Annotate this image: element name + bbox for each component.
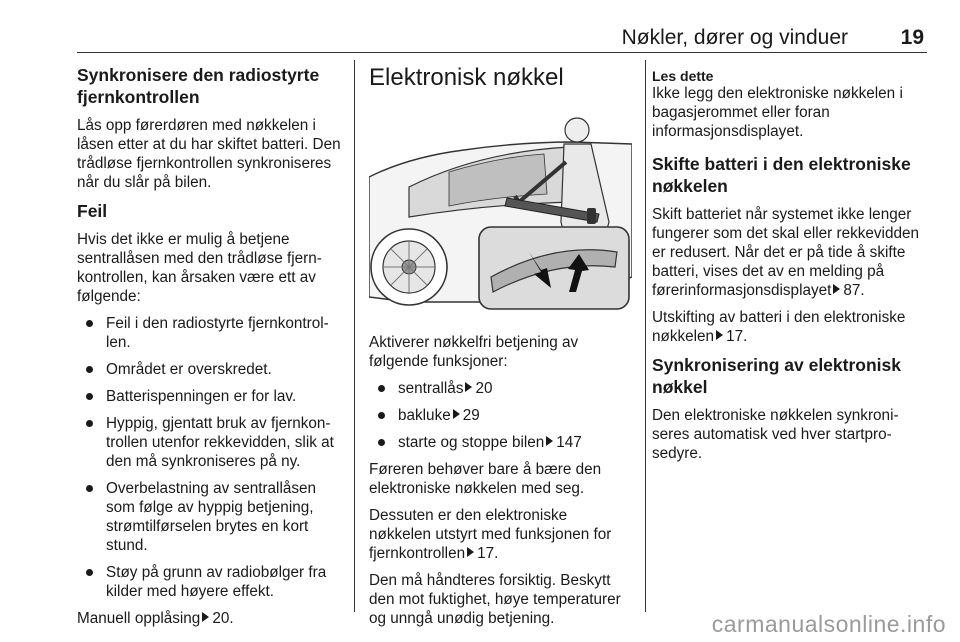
section-heading-sync-remote: Synkronisere den radiostyrte fjernkontrollen [77,65,320,107]
page-reference-link[interactable]: 29 [462,407,480,424]
page-reference-link[interactable]: 147 [556,434,582,451]
paragraph: Aktiverer nøkkelfri betjening av følgende funksjoner: [369,334,579,370]
page-number: 19 [900,26,924,49]
list-item: bakluke 29 [369,406,632,425]
page-section-title: Elektronisk nøkkel [369,64,564,91]
paragraph-reference: Skift batteriet når systemet ikke lenger fungerer som det skal eller rekkevidden er redusert. Når det er på tide å skifte batteri, vises det av en melding på førerinformasjonsdisplayet 87. [652,206,919,299]
paragraph: Hvis det ikke er mulig å betjene sentrallåsen med den trådløse fjernkontrollen, kan årsaken være ett av følgende: [77,231,322,305]
paragraph: Føreren behøver bare å bære den elektroniske nøkkelen med seg. [369,461,602,497]
page-reference-link[interactable]: 20 [475,380,493,397]
page-ref-arrow-icon [467,547,474,557]
car-door-handle-illustration [369,102,632,314]
list-item: starte og stoppe bilen 147 [369,433,632,452]
bullet-icon [86,569,93,576]
note-body: Ikke legg den elektroniske nøkkelen i bagasjerommet eller foran informasjonsdisplayet. [652,85,903,140]
bullet-icon [378,385,385,392]
page-reference-link[interactable]: 87. [843,282,865,299]
list-item: Støy på grunn av radiobølger fra kilder med høyere effekt. [77,563,343,601]
list-item: Feil i den radiostyrte fjernkontrollen. [77,314,343,352]
bullet-icon [86,420,93,427]
paragraph: Den elektroniske nøkkelen synkroniseres automatisk ved hver startprosedyre. [652,407,899,462]
section-heading-battery: Skifte batteri i den elektroniske nøkkelen [652,154,911,196]
paragraph-reference: Utskifting av batteri i den elektroniske nøkkelen 17. [652,309,906,345]
header-rule [77,52,927,53]
column-3 [652,68,928,471]
note-title: Les dette [652,68,714,84]
page-reference-link[interactable]: 17. [477,545,499,562]
bullet-icon [86,485,93,492]
list-item: Hyppig, gjentatt bruk av fjernkontrollen utenfor rekkevidden, slik at den må synkroniseres på ny. [77,414,343,471]
page-ref-arrow-icon [202,612,209,622]
column-divider-2 [645,60,646,612]
page-ref-arrow-icon [716,330,723,340]
paragraph: Den må håndteres forsiktig. Beskytt den mot fuktighet, høye temperaturer og unngå unødig betjening. [369,572,621,627]
bullet-icon [378,412,385,419]
page-reference-link[interactable]: 17. [726,328,748,345]
page-reference-link[interactable]: 20. [212,610,234,627]
list-item: Området er overskredet. [77,360,343,379]
fault-list [77,314,343,601]
page-header [0,0,960,54]
chapter-title: Nøkler, dører og vinduer [621,26,848,49]
paragraph: Lås opp førerdøren med nøkkelen i låsen etter at du har skiftet batteri. Den trådløse fjernkontrollen synkroniseres når du slår på bilen. [77,117,341,191]
section-heading-sync-key: Synkronisering av elektronisk nøkkel [652,355,901,397]
column-2 [369,64,632,636]
bullet-icon [86,320,93,327]
page-ref-arrow-icon [453,409,460,419]
page-ref-arrow-icon [833,284,840,294]
section-heading-fault: Feil [77,201,108,221]
list-item: sentrallås 20 [369,379,632,398]
watermark: carmanualsonline.info [711,611,946,637]
page-ref-arrow-icon [546,436,553,446]
paragraph-reference: Manuell opplåsing 20. [77,610,234,627]
bullet-icon [378,439,385,446]
paragraph-reference: Dessuten er den elektroniske nøkkelen utstyrt med funksjonen for fjernkontrollen 17. [369,507,612,562]
bullet-icon [86,366,93,373]
column-1 [77,64,343,636]
list-item: Overbelastning av sentrallåsen som følge av hyppig betjening, strømtilførselen brytes en kort stund. [77,479,343,555]
column-divider-1 [354,60,355,612]
list-item: Batterispenningen er for lav. [77,387,343,406]
bullet-icon [86,393,93,400]
page-ref-arrow-icon [465,382,472,392]
feature-list [369,379,632,452]
